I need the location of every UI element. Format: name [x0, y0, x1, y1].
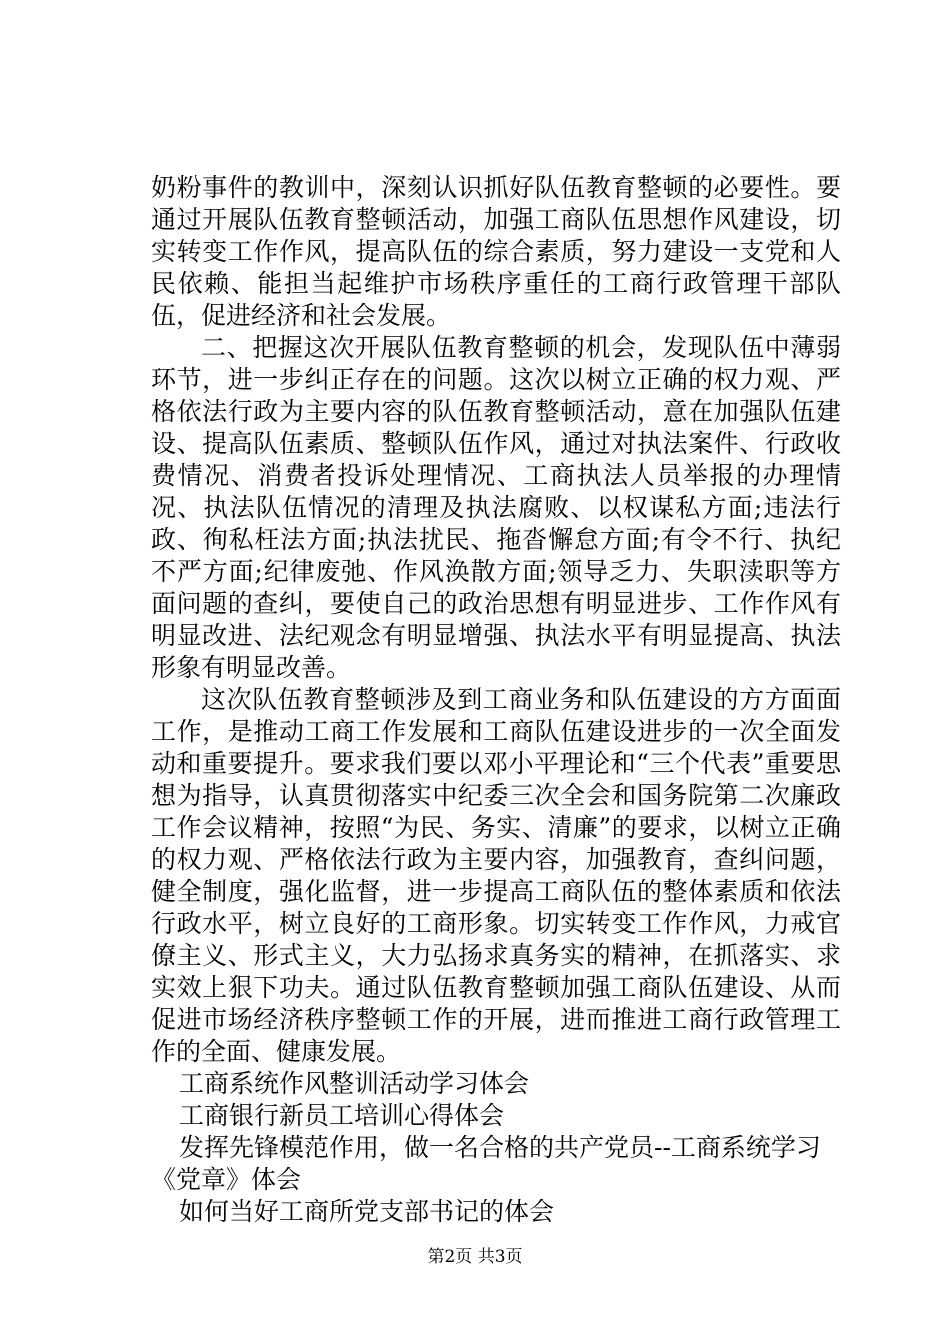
paragraph-continuation: 奶粉事件的教训中，深刻认识抓好队伍教育整顿的必要性。要通过开展队伍教育整顿活动，加强工商队伍思想作风建设，切实转变工作作风，提高队伍的综合素质，努力建设一支党和人民依赖、能担当起维护市场秩序重任的工商行政管理干部队伍，促进经济和社会发展。	[151, 173, 841, 330]
paragraph-rectification-scope: 这次队伍教育整顿涉及到工商业务和队伍建设的方方面面工作，是推动工商工作发展和工商队伍建设进步的一次全面发动和重要提升。要求我们要以邓小平理论和“三个代表”重要思想为指导，认真贯彻落实中纪委三次全会和国务院第二次廉政工作会议精神，按照“为民、务实、清廉”的要求，以树立正确的权力观、严格依法行政为主要内容，加强教育，查纠问题，健全制度，强化监督，进一步提高工商队伍的整体素质和依法行政水平，树立良好的工商形象。切实转变工作作风，力戒官僚主义、形式主义，大力弘扬求真务实的精神，在抓落实、求实效上狠下功夫。通过队伍教育整顿加强工商队伍建设、从而促进市场经济秩序整顿工作的开展，进而推进工商行政管理工作的全面、健康发展。	[151, 685, 841, 1066]
related-title-item[interactable]: 工商系统作风整训活动学习体会	[179, 1069, 530, 1098]
related-title-item[interactable]: 发挥先锋模范作用，做一名合格的共产党员--工商系统学习《党章》体会	[151, 1133, 821, 1194]
related-title-item[interactable]: 如何当好工商所党支部书记的体会	[179, 1197, 555, 1226]
related-title-item[interactable]: 工商银行新员工培训心得体会	[179, 1101, 505, 1130]
page-number-footer: 第2页 共3页	[427, 1247, 523, 1267]
document-body	[151, 172, 841, 1228]
paragraph-section-two: 二、把握这次开展队伍教育整顿的机会，发现队伍中薄弱环节，进一步纠正存在的问题。这次以树立正确的权力观、严格依法行政为主要内容的队伍教育整顿活动，意在加强队伍建设、提高队伍素质、整顿队伍作风，通过对执法案件、行政收费情况、消费者投诉处理情况、工商执法人员举报的办理情况、执法队伍情况的清理及执法腐败、以权谋私方面;违法行政、徇私枉法方面;执法扰民、拖沓懈怠方面;有令不行、执纪不严方面;纪律废弛、作风涣散方面;领导乏力、失职渎职等方面问题的查纠，要使自己的政治思想有明显进步、工作作风有明显改进、法纪观念有明显增强、执法水平有明显提高、执法形象有明显改善。	[151, 333, 841, 682]
